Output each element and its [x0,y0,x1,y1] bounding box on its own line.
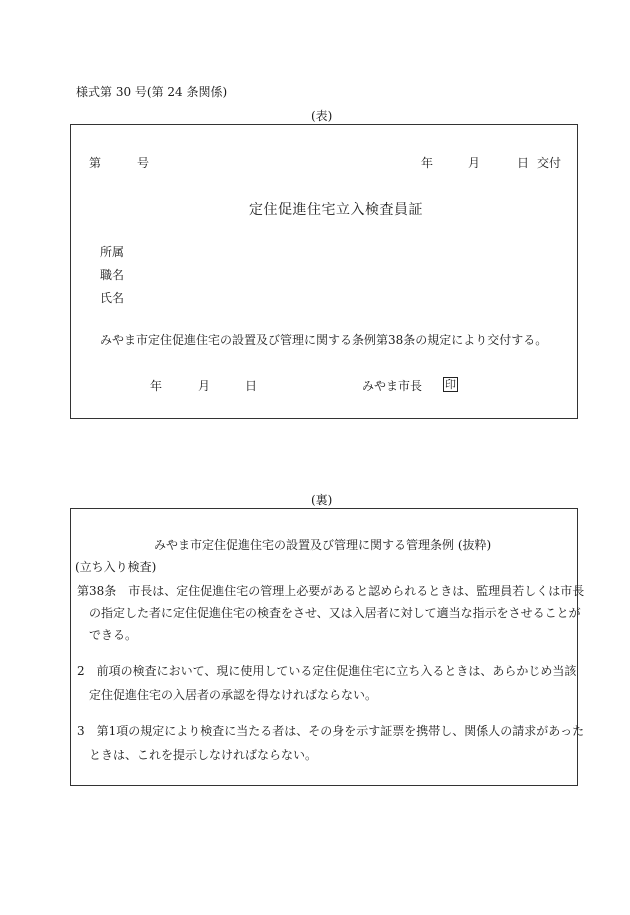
issue-date-month: 月 [468,156,481,170]
issue-date-year: 年 [421,156,434,170]
front-card [70,124,578,419]
issuance-statement: みやま市定住促進住宅の設置及び管理に関する条例第38条の規定により交付する。 [100,333,548,347]
article-38-line-1: 第38条 市長は、定住促進住宅の管理上必要があると認められるときは、監理員若しくは市長 [77,584,585,598]
issue-date-day: 日 [517,156,530,170]
field-name: 氏名 [100,291,125,305]
field-position: 職名 [100,268,125,282]
form-number: 様式第 30 号(第 24 条関係) [76,85,228,99]
sign-year: 年 [150,379,163,393]
field-affiliation: 所属 [100,245,125,259]
card-title: 定住促進住宅立入検査員証 [249,202,423,218]
paragraph-3-line-2: ときは、これを提示しなければならない。 [89,748,318,762]
back-heading: みやま市定住促進住宅の設置及び管理に関する管理条例 (抜粋) [154,538,492,552]
sign-day: 日 [245,379,258,393]
section-caption: (立ち入り検査) [75,560,157,574]
card-number-prefix: 第 [89,156,102,170]
seal-mark [443,377,458,392]
paragraph-2-line-2: 定住促進住宅の入居者の承認を得なければならない。 [89,688,378,702]
mayor-title: みやま市長 [362,379,423,393]
back-side-label: (裏) [311,493,333,507]
sign-month: 月 [198,379,211,393]
paragraph-3-line-1: 3 第1項の規定により検査に当たる者は、その身を示す証票を携帯し、関係人の請求があった [77,724,585,738]
issued-label: 交付 [537,156,562,170]
paragraph-2-line-1: 2 前項の検査において、現に使用している定住促進住宅に立ち入るときは、あらかじめ当該 [77,664,577,678]
article-38-line-3: できる。 [89,628,138,642]
back-card [70,508,585,786]
front-side-label: (表) [311,109,333,123]
seal-stamp: 印 [445,378,456,391]
article-38-line-2: の指定した者に定住促進住宅の検査をさせ、又は入居者に対して適当な指示をさせることが [89,606,581,620]
card-number-suffix: 号 [137,156,150,170]
